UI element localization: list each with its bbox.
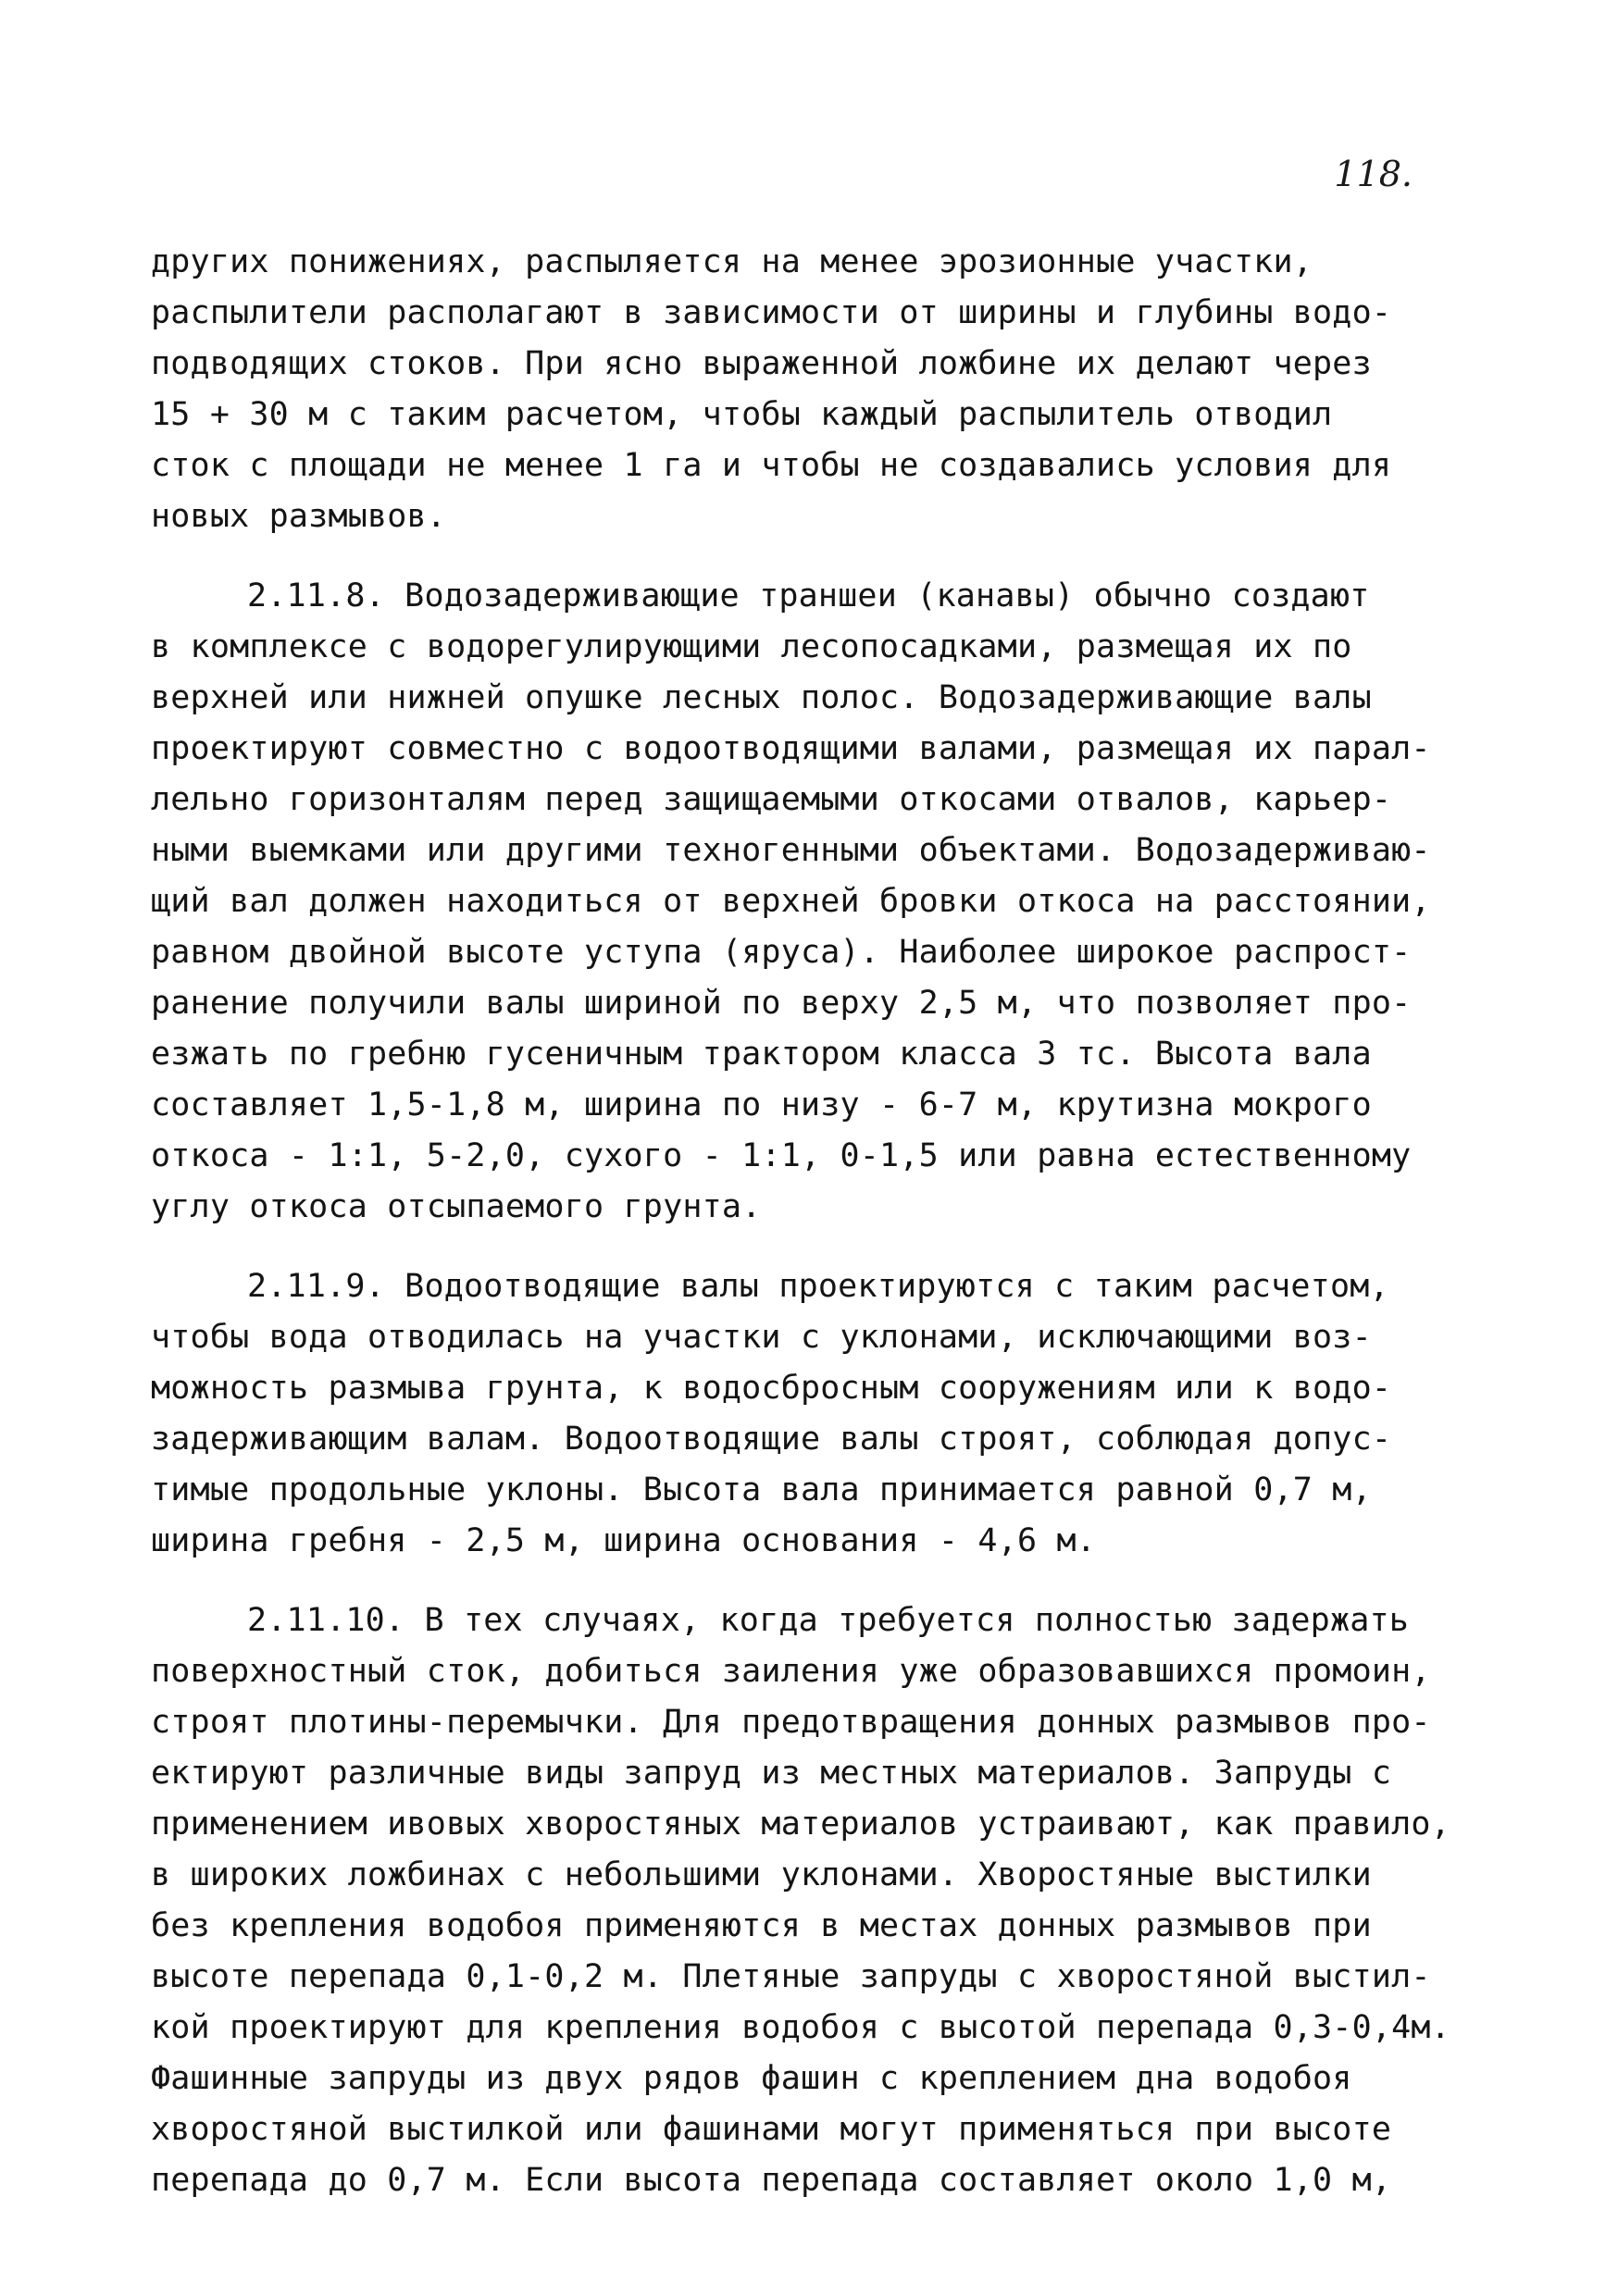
text-line: углу откоса отсыпаемого грунта.: [151, 1188, 762, 1225]
text-line: ранение получили валы шириной по верху 2,5 м, что позволяет про-: [151, 985, 1412, 1022]
paragraph: [151, 1595, 1475, 2206]
paragraph: [151, 1261, 1475, 1567]
text-line: 2.11.8. Водозадерживающие траншеи (канавы) обычно создают: [247, 577, 1370, 614]
text-line: новых размывов.: [151, 498, 447, 535]
text-line: без крепления водобоя применяются в местах донных размывов при: [151, 1907, 1372, 1944]
paragraph-gap: [151, 542, 1475, 571]
text-line: можность размыва грунта, к водосбросным сооружениям или к водо-: [151, 1370, 1392, 1407]
text-line: в широких ложбинах с небольшими уклонами. Хворостяные выстилки: [151, 1856, 1372, 1893]
text-line: Фашинные запруды из двух рядов фашин с креплением дна водобоя: [151, 2060, 1352, 2097]
text-line: подводящих стоков. При ясно выраженной ложбине их делают через: [151, 345, 1372, 382]
text-line: перепада до 0,7 м. Если высота перепада составляет около 1,0 м,: [151, 2162, 1392, 2199]
text-line: езжать по гребню гусеничным трактором класса 3 тс. Высота вала: [151, 1036, 1372, 1073]
text-line: щий вал должен находиться от верхней бровки откоса на расстоянии,: [151, 883, 1431, 920]
text-line: в комплексе с водорегулирующими лесопосадками, размещая их по: [151, 628, 1352, 665]
text-line: равном двойной высоте уступа (яруса). Наиболее широкое распрост-: [151, 934, 1412, 971]
text-line: ектируют различные виды запруд из местных материалов. Запруды с: [151, 1755, 1392, 1792]
paragraph: [151, 237, 1475, 542]
body-text: [151, 237, 1475, 2206]
text-line: поверхностный сток, добиться заиления уже образовавшихся промоин,: [151, 1653, 1431, 1690]
text-line: чтобы вода отводилась на участки с уклонами, исключающими воз-: [151, 1319, 1372, 1356]
text-line: составляет 1,5-1,8 м, ширина по низу - 6-7 м, крутизна мокрого: [151, 1086, 1372, 1123]
text-line: применением ивовых хворостяных материалов устраивают, как правило,: [151, 1806, 1450, 1843]
paragraph-gap: [151, 1567, 1475, 1595]
text-line: распылители располагают в зависимости от ширины и глубины водо-: [151, 294, 1392, 331]
text-line: других понижениях, распыляется на менее эрозионные участки,: [151, 243, 1313, 280]
text-line: хворостяной выстилкой или фашинами могут применяться при высоте: [151, 2111, 1392, 2148]
text-line: откоса - 1:1, 5-2,0, сухого - 1:1, 0-1,5 или равна естественному: [151, 1137, 1412, 1174]
text-line: кой проектируют для крепления водобоя с высотой перепада 0,3-0,4м.: [151, 2009, 1450, 2046]
text-line: лельно горизонталям перед защищаемыми откосами отвалов, карьер-: [151, 781, 1392, 818]
text-line: 2.11.9. Водоотводящие валы проектируются с таким расчетом,: [247, 1268, 1389, 1305]
text-line: ширина гребня - 2,5 м, ширина основания - 4,6 м.: [151, 1522, 1097, 1559]
text-line: проектируют совместно с водоотводящими валами, размещая их парал-: [151, 730, 1431, 767]
text-line: ными выемками или другими техногенными объектами. Водозадерживаю-: [151, 832, 1431, 869]
paragraph-gap: [151, 1233, 1475, 1261]
page-number: 118.: [1334, 154, 1413, 194]
text-line: тимые продольные уклоны. Высота вала принимается равной 0,7 м,: [151, 1471, 1372, 1508]
text-line: задерживающим валам. Водоотводящие валы строят, соблюдая допус-: [151, 1421, 1392, 1458]
paragraph: [151, 571, 1475, 1233]
text-line: 15 + 30 м с таким расчетом, чтобы каждый распылитель отводил: [151, 396, 1333, 433]
text-line: высоте перепада 0,1-0,2 м. Плетяные запруды с хворостяной выстил-: [151, 1958, 1431, 1995]
text-line: верхней или нижней опушке лесных полос. Водозадерживающие валы: [151, 679, 1372, 716]
text-line: 2.11.10. В тех случаях, когда требуется полностью задержать: [247, 1602, 1410, 1639]
text-line: строят плотины-перемычки. Для предотвращения донных размывов про-: [151, 1704, 1431, 1741]
text-line: сток с площади не менее 1 га и чтобы не создавались условия для: [151, 447, 1392, 484]
